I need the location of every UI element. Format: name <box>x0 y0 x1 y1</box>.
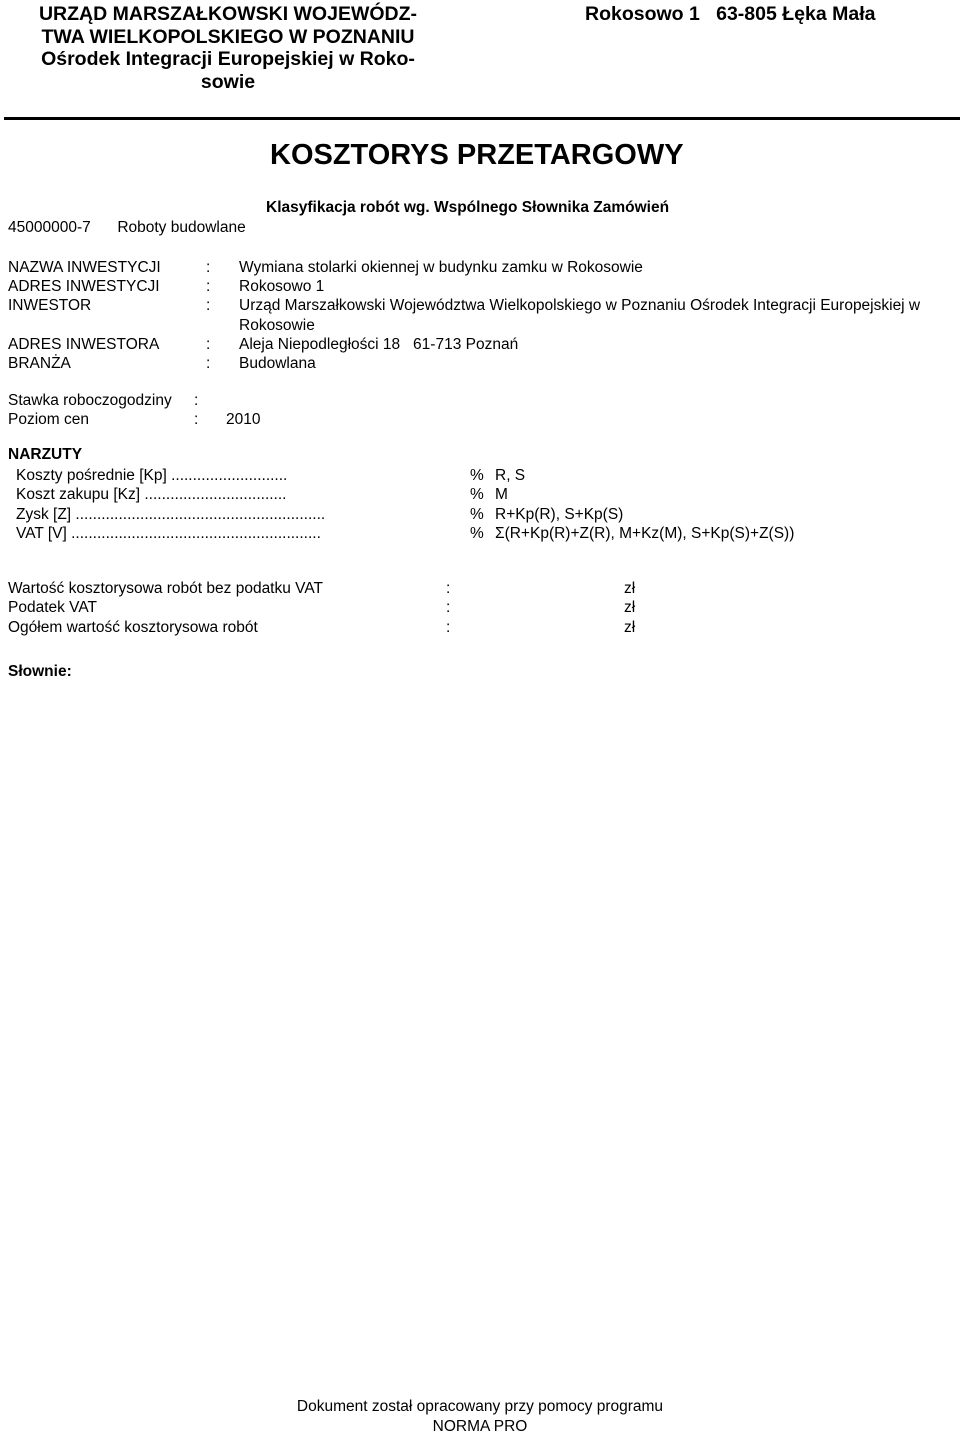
value-label: Wartość kosztorysowa robót bez podatku VAT <box>8 580 324 597</box>
rate-separator: : <box>194 392 199 409</box>
info-row <box>8 258 643 278</box>
value-separator: : <box>446 619 451 636</box>
classification-heading: Klasyfikacja robót wg. Wspólnego Słownika Zamówień <box>266 199 670 216</box>
rate-value: 2010 <box>226 411 261 428</box>
narzut-unit: % <box>470 525 484 542</box>
info-row <box>8 354 316 374</box>
narzut-label: Zysk [Z] .......................................................... <box>16 506 326 523</box>
footer-line: Dokument został opracowany przy pomocy programu <box>296 1398 664 1415</box>
info-label: ADRES INWESTORA <box>8 336 160 353</box>
slownie-label: Słownie: <box>8 663 72 680</box>
narzut-base: M <box>495 486 508 503</box>
org-line: URZĄD MARSZAŁKOWSKI WOJEWÓDZ- <box>38 3 418 25</box>
org-line: sowie <box>200 70 256 93</box>
narzut-label: Koszty pośrednie [Kp] ........................... <box>16 467 288 484</box>
narzut-unit: % <box>470 506 484 523</box>
rate-separator: : <box>194 411 199 428</box>
narzut-row <box>16 485 508 505</box>
narzut-row <box>16 466 525 486</box>
narzuty-heading: NARZUTY <box>8 446 83 463</box>
info-separator: : <box>206 355 211 372</box>
info-value: Budowlana <box>239 355 316 372</box>
rate-row <box>8 391 226 411</box>
info-row <box>8 277 324 297</box>
footer-program-name: NORMA PRO <box>432 1418 528 1435</box>
value-unit: zł <box>624 619 636 636</box>
info-separator: : <box>206 259 211 276</box>
narzut-base: R, S <box>495 467 526 484</box>
value-label: Podatek VAT <box>8 599 98 616</box>
narzut-base: Σ(R+Kp(R)+Z(R), M+Kz(M), S+Kp(S)+Z(S)) <box>495 525 795 542</box>
value-row <box>8 618 635 638</box>
info-value: Rokosowo 1 <box>239 278 325 295</box>
rate-label: Stawka roboczogodziny <box>8 392 172 409</box>
info-value: Aleja Niepodległości 18 61-713 Poznań <box>239 336 519 353</box>
narzut-row <box>16 505 623 525</box>
org-line: TWA WIELKOPOLSKIEGO W POZNANIU <box>41 25 415 48</box>
info-row <box>8 335 518 355</box>
rate-label: Poziom cen <box>8 411 89 428</box>
value-separator: : <box>446 580 451 597</box>
value-separator: : <box>446 599 451 616</box>
info-label: NAZWA INWESTYCJI <box>8 259 161 276</box>
info-row <box>8 296 959 335</box>
cpv-row <box>8 219 246 237</box>
narzut-unit: % <box>470 486 484 503</box>
organization-address: Rokosowo 1 63-805 Łęka Mała <box>585 3 876 25</box>
value-row <box>8 579 635 599</box>
cpv-code: 45000000-7 <box>8 219 91 236</box>
cpv-name: Roboty budowlane <box>117 219 246 236</box>
narzut-label: VAT [V] .......................................................... <box>16 525 321 542</box>
organization-name <box>8 3 448 93</box>
info-separator: : <box>206 297 211 314</box>
info-label: ADRES INWESTYCJI <box>8 278 160 295</box>
org-line: Ośrodek Integracji Europejskiej w Roko- <box>41 48 415 70</box>
rate-row <box>8 410 260 430</box>
narzut-base: R+Kp(R), S+Kp(S) <box>495 506 624 523</box>
narzut-unit: % <box>470 467 484 484</box>
info-separator: : <box>206 336 211 353</box>
info-label: BRANŻA <box>8 355 71 372</box>
value-row <box>8 598 635 618</box>
info-separator: : <box>206 278 211 295</box>
value-label: Ogółem wartość kosztorysowa robót <box>8 619 258 636</box>
info-label: INWESTOR <box>8 297 92 314</box>
info-value: Urząd Marszałkowski Województwa Wielkopolskiego w Poznaniu Ośrodek Integracji Europejskiej w Rokosowie <box>239 297 921 334</box>
header-divider <box>4 117 960 120</box>
info-value: Wymiana stolarki okiennej w budynku zamku w Rokosowie <box>239 259 643 276</box>
value-unit: zł <box>624 599 636 616</box>
footer <box>280 1397 680 1437</box>
narzut-row <box>16 524 794 544</box>
narzut-label: Koszt zakupu [Kz] ................................. <box>16 486 287 503</box>
document-title: KOSZTORYS PRZETARGOWY <box>270 139 684 171</box>
value-unit: zł <box>624 580 636 597</box>
